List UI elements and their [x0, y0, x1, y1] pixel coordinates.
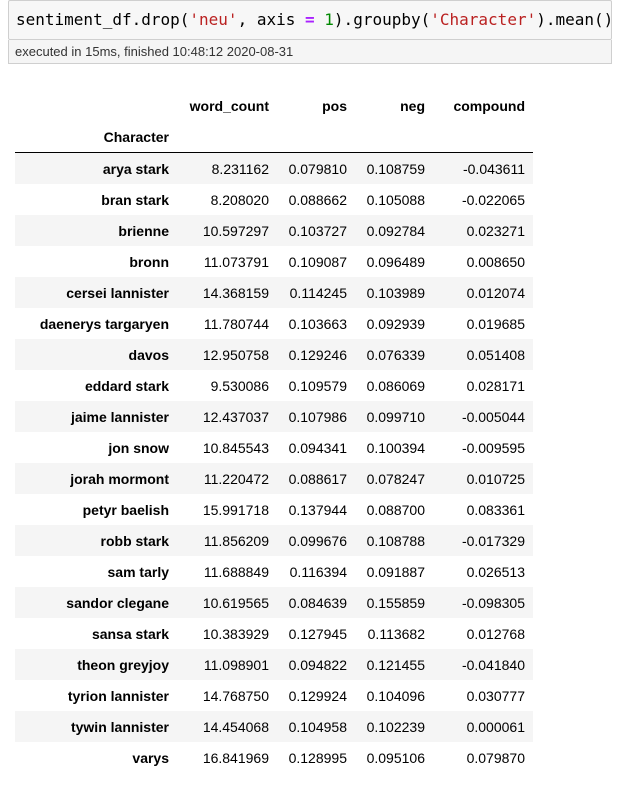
- cell-pos: 0.128995: [288, 749, 347, 766]
- table-body: [15, 153, 533, 774]
- cell-word-count: 8.231162: [211, 160, 269, 177]
- cell-word-count: 15.991718: [202, 501, 269, 518]
- cell-word-count: 8.208020: [210, 191, 269, 208]
- header-blank: [433, 121, 533, 153]
- table-row: [15, 401, 533, 432]
- row-index-character: theon greyjoy: [77, 656, 169, 673]
- cell-compound: -0.009595: [461, 439, 525, 456]
- cell-neg: 0.076339: [366, 346, 425, 363]
- cell-neg: 0.086069: [366, 377, 425, 394]
- table-row: [15, 277, 533, 308]
- cell-word-count: 16.841969: [202, 749, 269, 766]
- column-header-neg: neg: [400, 97, 425, 114]
- column-header-word-count: word_count: [189, 97, 269, 114]
- row-index-character: varys: [132, 749, 169, 766]
- row-index-character: bronn: [129, 253, 169, 270]
- cell-neg: 0.091887: [366, 563, 425, 580]
- cell-neg: 0.100394: [366, 439, 425, 456]
- cell-compound: -0.041840: [461, 656, 525, 673]
- row-index-character: daenerys targaryen: [39, 315, 169, 332]
- cell-compound: 0.028171: [466, 377, 525, 394]
- cell-compound: -0.022065: [461, 191, 525, 208]
- cell-word-count: 10.597297: [202, 222, 269, 239]
- cell-compound: 0.019685: [466, 315, 525, 332]
- table-row: [15, 742, 533, 773]
- column-header-row: [15, 90, 533, 121]
- cell-compound: 0.023271: [466, 222, 525, 239]
- cell-neg: 0.092784: [366, 222, 425, 239]
- row-index-character: davos: [128, 346, 169, 363]
- table-row: [15, 463, 533, 494]
- row-index-character: brienne: [118, 222, 169, 239]
- header-blank: [355, 121, 433, 153]
- cell-compound: 0.026513: [466, 563, 525, 580]
- cell-neg: 0.121455: [366, 656, 425, 673]
- row-index-character: sandor clegane: [66, 594, 169, 611]
- code-token: , axis: [237, 10, 305, 29]
- cell-pos: 0.088662: [288, 191, 347, 208]
- cell-neg: 0.078247: [366, 470, 425, 487]
- cell-word-count: 11.073791: [203, 253, 269, 270]
- cell-compound: 0.051408: [466, 346, 525, 363]
- cell-compound: 0.030777: [466, 687, 525, 704]
- row-index-character: bran stark: [101, 191, 169, 208]
- row-index-character: cersei lannister: [66, 284, 169, 301]
- cell-neg: 0.096489: [366, 253, 425, 270]
- cell-word-count: 10.619565: [202, 594, 269, 611]
- table-row: [15, 246, 533, 277]
- cell-compound: 0.012768: [466, 625, 525, 642]
- cell-neg: 0.155859: [366, 594, 425, 611]
- cell-neg: 0.113682: [367, 625, 425, 642]
- execution-status-bar: [8, 40, 612, 64]
- cell-word-count: 9.530086: [210, 377, 269, 394]
- table-row: [15, 308, 533, 339]
- table-row: [15, 432, 533, 463]
- cell-neg: 0.103989: [366, 284, 425, 301]
- cell-neg: 0.092939: [366, 315, 425, 332]
- cell-word-count: 12.950758: [202, 346, 269, 363]
- execution-status-text: executed in 15ms, finished 10:48:12 2020-08-31: [15, 44, 294, 59]
- index-header-row: [15, 121, 533, 153]
- table-row: [15, 587, 533, 618]
- cell-word-count: 14.368159: [202, 284, 269, 301]
- cell-word-count: 11.688849: [203, 563, 269, 580]
- cell-pos: 0.114245: [289, 284, 347, 301]
- cell-pos: 0.109087: [288, 253, 347, 270]
- cell-pos: 0.094822: [288, 656, 347, 673]
- cell-neg: 0.108759: [366, 160, 425, 177]
- cell-word-count: 11.856209: [203, 532, 269, 549]
- row-index-character: jon snow: [108, 439, 169, 456]
- cell-word-count: 11.220472: [203, 470, 269, 487]
- cell-neg: 0.108788: [366, 532, 425, 549]
- table-row: [15, 711, 533, 742]
- cell-pos: 0.079810: [288, 160, 347, 177]
- cell-pos: 0.129924: [288, 687, 347, 704]
- table-row: [15, 525, 533, 556]
- cell-word-count: 14.454068: [202, 718, 269, 735]
- row-index-character: tyrion lannister: [67, 687, 169, 704]
- dataframe-output-table: [15, 90, 533, 773]
- cell-pos: 0.137944: [288, 501, 347, 518]
- header-blank: [177, 121, 277, 153]
- table-row: [15, 184, 533, 215]
- cell-pos: 0.107986: [288, 408, 347, 425]
- code-token: [315, 10, 325, 29]
- table-row: [15, 215, 533, 246]
- row-index-character: sansa stark: [91, 625, 169, 642]
- row-index-character: petyr baelish: [82, 501, 169, 518]
- cell-neg: 0.102239: [366, 718, 425, 735]
- cell-pos: 0.109579: [288, 377, 347, 394]
- row-index-character: jaime lannister: [70, 408, 169, 425]
- table-row: [15, 339, 533, 370]
- cell-pos: 0.103663: [288, 315, 347, 332]
- table-row: [15, 370, 533, 401]
- column-header-pos: pos: [322, 97, 347, 114]
- header-blank: [277, 121, 355, 153]
- row-index-character: sam tarly: [107, 563, 169, 580]
- cell-word-count: 10.845543: [202, 439, 269, 456]
- code-token: 1: [324, 10, 334, 29]
- cell-pos: 0.127945: [288, 625, 347, 642]
- cell-compound: 0.012074: [466, 284, 525, 301]
- cell-word-count: 14.768750: [202, 687, 269, 704]
- cell-pos: 0.103727: [288, 222, 347, 239]
- row-index-character: jorah mormont: [70, 470, 169, 487]
- table-row: [15, 153, 533, 185]
- cell-neg: 0.088700: [366, 501, 425, 518]
- row-index-character: eddard stark: [84, 377, 169, 394]
- cell-neg: 0.105088: [366, 191, 425, 208]
- code-token: 'neu': [189, 10, 238, 29]
- cell-pos: 0.116394: [289, 563, 347, 580]
- cell-compound: 0.010725: [466, 470, 525, 487]
- code-cell-input[interactable]: [8, 0, 612, 40]
- cell-compound: 0.079870: [466, 749, 525, 766]
- code-token: =: [305, 10, 315, 29]
- row-index-character: robb stark: [100, 532, 169, 549]
- cell-neg: 0.099710: [366, 408, 425, 425]
- table-row: [15, 556, 533, 587]
- cell-neg: 0.104096: [366, 687, 425, 704]
- cell-compound: 0.000061: [466, 718, 525, 735]
- header-blank: [15, 90, 177, 121]
- cell-pos: 0.094341: [288, 439, 347, 456]
- cell-compound: 0.008650: [466, 253, 525, 270]
- cell-compound: -0.005044: [461, 408, 525, 425]
- cell-compound: -0.043611: [462, 160, 525, 177]
- code-token: 'Character': [430, 10, 537, 29]
- cell-pos: 0.104958: [288, 718, 347, 735]
- table-row: [15, 649, 533, 680]
- cell-word-count: 11.098901: [203, 656, 269, 673]
- cell-pos: 0.129246: [288, 346, 347, 363]
- column-header-compound: compound: [453, 97, 525, 114]
- table-row: [15, 618, 533, 649]
- code-token: sentiment_df.drop(: [16, 10, 190, 29]
- code-token: ).groupby(: [333, 10, 431, 29]
- code-text[interactable]: [16, 10, 613, 29]
- row-index-character: tywin lannister: [70, 718, 169, 735]
- cell-neg: 0.095106: [366, 749, 425, 766]
- cell-compound: -0.098305: [461, 594, 525, 611]
- cell-pos: 0.088617: [288, 470, 347, 487]
- cell-pos: 0.084639: [288, 594, 347, 611]
- cell-pos: 0.099676: [288, 532, 347, 549]
- cell-word-count: 12.437037: [202, 408, 269, 425]
- cell-word-count: 10.383929: [202, 625, 269, 642]
- cell-compound: -0.017329: [461, 532, 525, 549]
- code-token: ).mean(): [536, 10, 614, 29]
- index-header-character: Character: [15, 121, 177, 153]
- table-row: [15, 494, 533, 525]
- cell-compound: 0.083361: [466, 501, 525, 518]
- table-row: [15, 680, 533, 711]
- cell-word-count: 11.780744: [203, 315, 269, 332]
- row-index-character: arya stark: [102, 160, 169, 177]
